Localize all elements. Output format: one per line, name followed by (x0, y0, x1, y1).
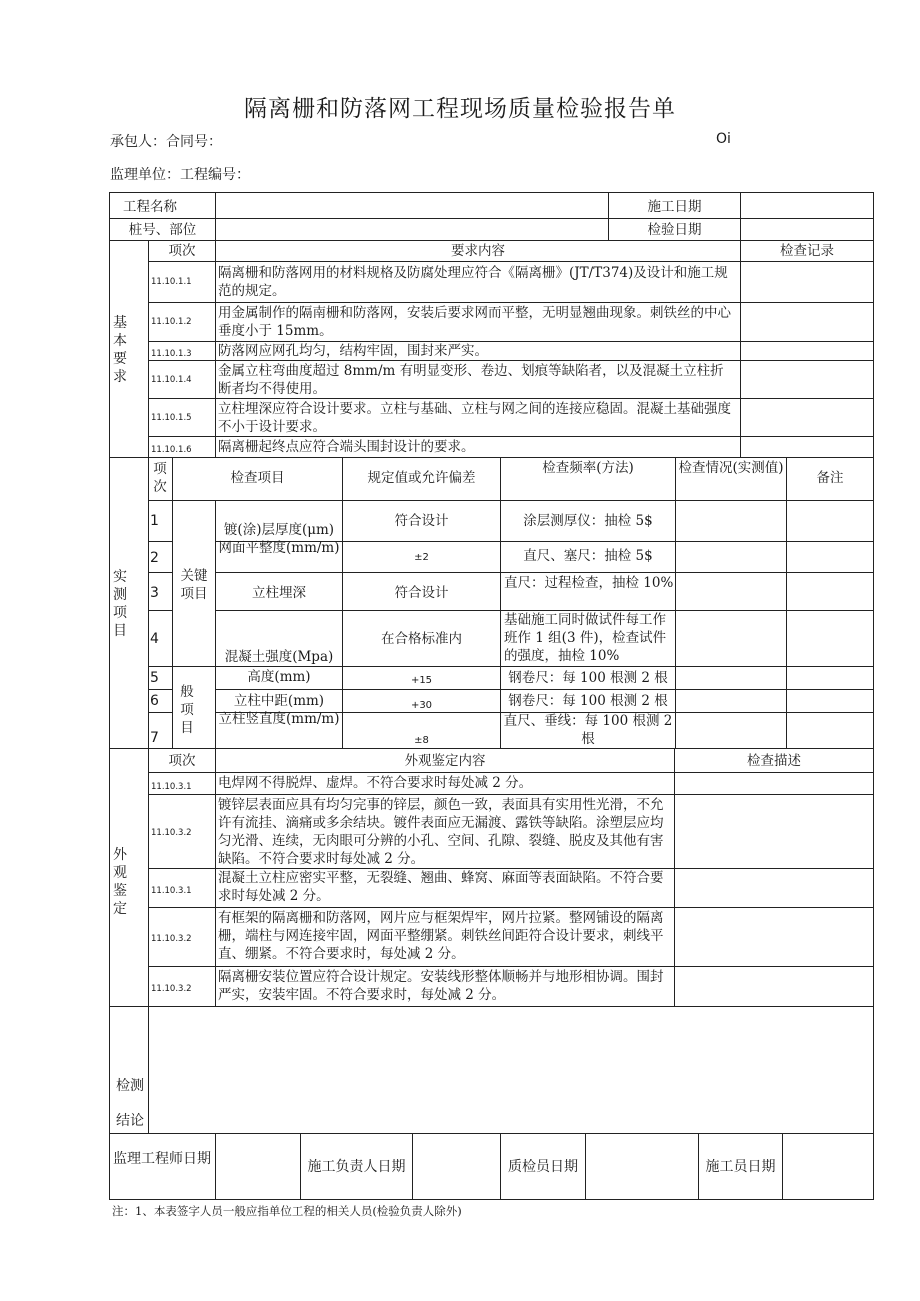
basic-col-req: 要求内容 (451, 243, 505, 259)
measured-freq: 钢卷尺：每 100 根测 2 根 (508, 693, 668, 709)
measured-freq: 涂层测厚仪：抽检 5$ (523, 513, 653, 529)
measured-item: 立柱竖直度(mm/m) (218, 711, 340, 727)
basic-code: 11.10.1.5 (151, 413, 192, 423)
measured-col-result: 检查情况(实测值) (678, 460, 784, 476)
measured-freq: 基础施工同时做试件每工作班作 1 组(3 件)，检查试件的强度，抽检 10% (504, 612, 667, 664)
appearance-content: 电焊网不得脱焊、虚焊。不符合要求时每处减 2 分。 (218, 775, 533, 791)
measured-col-spec: 规定值或允许偏差 (367, 470, 476, 486)
supervisor-engineer-signature: 监理工程师日期 (113, 1151, 211, 1167)
basic-requirement: 隔离栅和防落网用的材料规格及防腐处理应符合《隔离栅》(JT/T374)及设计和施工规范的规定。 (218, 265, 728, 299)
basic-code: 11.10.1.1 (151, 277, 192, 287)
appearance-code: 11.10.3.2 (151, 984, 192, 994)
measured-item: 混凝土强度(Mpa) (224, 649, 334, 665)
basic-requirement: 立柱埋深应符合设计要求。立柱与基础、立柱与网之间的连接应稳固。混凝土基础强度不小于设计要求。 (218, 401, 731, 435)
conclusion-label-2: 结论 (116, 1113, 144, 1129)
project-name-label: 工程名称 (123, 199, 177, 215)
measured-spec: 在合格标准内 (381, 631, 462, 647)
measured-no: 6 (150, 693, 159, 709)
basic-section-label: 基 本 要 求 (113, 315, 127, 385)
appearance-content: 镀锌层表面应具有均匀完事的锌层，颜色一致，表面具有实用性光滑，不允许有流挂、滴痛或多余结块。镀件表面应无漏渡、露铁等缺陷。涂塑层应均匀光滑、连续，无肉眼可分辨的小孔、空间、孔隙、裂缝、脱皮及其他有害缺陷。不符合要求时每处减 2 分。 (218, 797, 664, 867)
appearance-section-label: 外 观 鉴 定 (113, 847, 127, 917)
qc-signature: 质检员日期 (508, 1159, 578, 1175)
measured-freq: 直尺、垂线：每 100 根测 2 根 (503, 713, 673, 747)
measured-no: 7 (150, 730, 159, 746)
key-items-label: 关键项目 (180, 568, 208, 602)
basic-code: 11.10.1.3 (151, 349, 192, 359)
measured-freq: 钢卷尺：每 100 根测 2 根 (508, 670, 668, 686)
station-label: 桩号、部位 (128, 222, 197, 238)
oi-mark: Oi (716, 131, 731, 147)
measured-no: 5 (150, 670, 159, 686)
measured-section-label: 实 测 项 目 (113, 569, 127, 639)
basic-col-item: 项次 (168, 243, 196, 259)
basic-col-record: 检查记录 (780, 243, 834, 259)
measured-item: 立柱中距(mm) (233, 693, 325, 709)
basic-requirement: 用金属制作的隔南栅和防落网，安装后要求网而平整，无明显翘曲现象。刺铁丝的中心垂度小于 15mm。 (218, 305, 731, 339)
measured-no: 2 (150, 550, 159, 566)
appearance-col-item: 项次 (168, 753, 196, 769)
appearance-code: 11.10.3.2 (151, 828, 192, 838)
construction-lead-signature: 施工负责人日期 (307, 1159, 406, 1175)
conclusion-label-1: 检测 (116, 1078, 144, 1094)
measured-spec: ±8 (414, 735, 429, 746)
appearance-col-desc: 检查描述 (747, 753, 801, 769)
measured-col-note: 备注 (816, 470, 844, 486)
measured-no: 1 (150, 513, 159, 529)
basic-requirement: 金属立柱弯曲度超过 8mm/m 有明显变形、卷边、划痕等缺陷者，以及混凝土立柱折断者均不得使用。 (218, 363, 724, 397)
worker-signature: 施工员日期 (705, 1159, 776, 1175)
basic-requirement: 防落网应网孔均匀，结构牢固，围封来严实。 (218, 343, 488, 359)
basic-requirement: 隔离栅起终点应符合端头围封设计的要求。 (218, 439, 475, 455)
measured-spec: +30 (410, 700, 433, 711)
measured-spec: 符合设计 (394, 585, 449, 601)
measured-item: 网面平整度(mm/m) (218, 540, 340, 556)
measured-freq: 直尺：过程检查，抽检 10% (504, 575, 674, 591)
inspection-date-label: 检验日期 (647, 222, 702, 238)
measured-item: 立柱埋深 (252, 585, 306, 601)
report-title: 隔离栅和防落网工程现场质量检验报告单 (244, 96, 676, 122)
measured-item: 镀(涂)层厚度(μm) (223, 522, 335, 538)
measured-spec: 符合设计 (394, 513, 449, 529)
appearance-content: 混凝土立柱应密实平整，无裂缝、翘曲、蜂窝、麻面等表面缺陷。不符合要求时每处减 2 分。 (218, 870, 664, 904)
measured-no: 3 (150, 585, 159, 601)
measured-spec: ±2 (414, 552, 429, 563)
measured-item: 高度(mm) (247, 669, 311, 685)
general-items-label: 般项目 (180, 684, 194, 736)
measured-col-freq: 检查频率(方法) (542, 460, 634, 476)
measured-no: 4 (150, 631, 159, 647)
appearance-code: 11.10.3.1 (151, 782, 192, 792)
measured-spec: +15 (410, 675, 433, 686)
appearance-content: 隔离栅安装位置应符合设计规定。安装线形整体顺畅并与地形相协调。围封严实，安装牢固。不符合要求时，每处减 2 分。 (218, 969, 664, 1003)
construction-date-label: 施工日期 (647, 199, 702, 215)
basic-code: 11.10.1.2 (151, 317, 192, 327)
appearance-col-content: 外观鉴定内容 (404, 753, 486, 769)
footnote: 注：1、本表签字人员一般应指单位工程的相关人员(检验负责人除外) (112, 1204, 462, 1218)
supervisor-line: 监理单位：工程编号： (110, 167, 250, 183)
basic-code: 11.10.1.4 (151, 375, 192, 385)
appearance-content: 有框架的隔离栅和防落网，网片应与框架焊牢，网片拉紧。整网铺设的隔离栅，端柱与网连接牢固，网面平整绷紧。刺铁丝间距符合设计要求，刺线平直、绷紧。不符合要求时，每处减 2 分。 (218, 910, 664, 962)
measured-col-item: 项次 (153, 461, 167, 495)
contractor-line: 承包人：合同号： (110, 134, 222, 150)
appearance-code: 11.10.3.1 (151, 886, 192, 896)
basic-code: 11.10.1.6 (151, 445, 192, 455)
measured-col-check: 检查项目 (230, 470, 285, 486)
appearance-code: 11.10.3.2 (151, 934, 192, 944)
measured-freq: 直尺、塞尺：抽检 5$ (523, 548, 653, 564)
